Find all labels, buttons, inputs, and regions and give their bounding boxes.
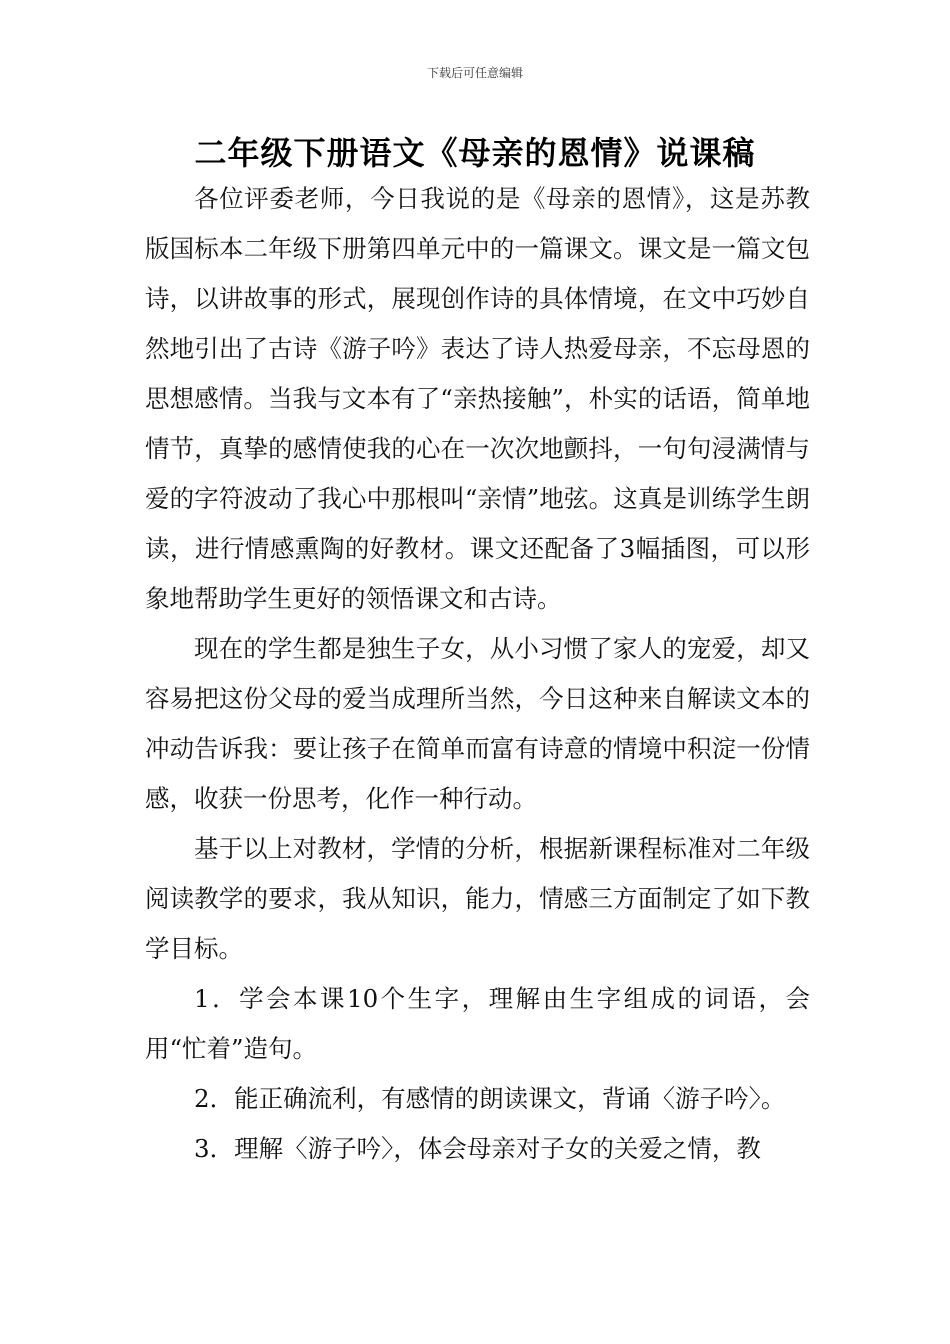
goal-item-3: 3．理解〈游子吟〉，体会母亲对子女的关爱之情，教 <box>194 1134 761 1163</box>
document-body <box>145 174 810 1174</box>
paragraph-goals-intro: 基于以上对教材，学情的分析，根据新课程标准对二年级阅读教学的要求，我从知识，能力，情感三方面制定了如下教学目标。 <box>145 834 810 963</box>
goal-item-2: 2．能正确流利，有感情的朗读课文，背诵〈游子吟〉。 <box>194 1084 786 1113</box>
goal-item-1: 1．学会本课10个生字，理解由生字组成的词语，会用“忙着”造句。 <box>145 984 810 1063</box>
header-note: 下载后可任意编辑 <box>426 66 523 80</box>
paragraph-intro: 各位评委老师，今日我说的是《母亲的恩情》，这是苏教版国标本二年级下册第四单元中的一篇课文。课文是一篇文包诗，以讲故事的形式，展现创作诗的具体情境，在文中巧妙自然地引出了古诗《游子吟》表达了诗人热爱母亲，不忘母恩的思想感情。当我与文本有了“亲热接触”，朴实的话语，简单地情节，真挚的感情使我的心在一次次地颤抖，一句句浸满情与爱的字符波动了我心中那根叫“亲情”地弦。这真是训练学生朗读，进行情感熏陶的好教材。课文还配备了3幅插图，可以形象地帮助学生更好的领悟课文和古诗。 <box>145 184 810 613</box>
document-title: 二年级下册语文《母亲的恩情》说课稿 <box>194 134 756 172</box>
paragraph-students: 现在的学生都是独生子女，从小习惯了家人的宠爱，却又容易把这份父母的爱当成理所当然，今日这种来自解读文本的冲动告诉我：要让孩子在简单而富有诗意的情境中积淀一份情感，收获一份思考，化作一种行动。 <box>145 634 810 813</box>
